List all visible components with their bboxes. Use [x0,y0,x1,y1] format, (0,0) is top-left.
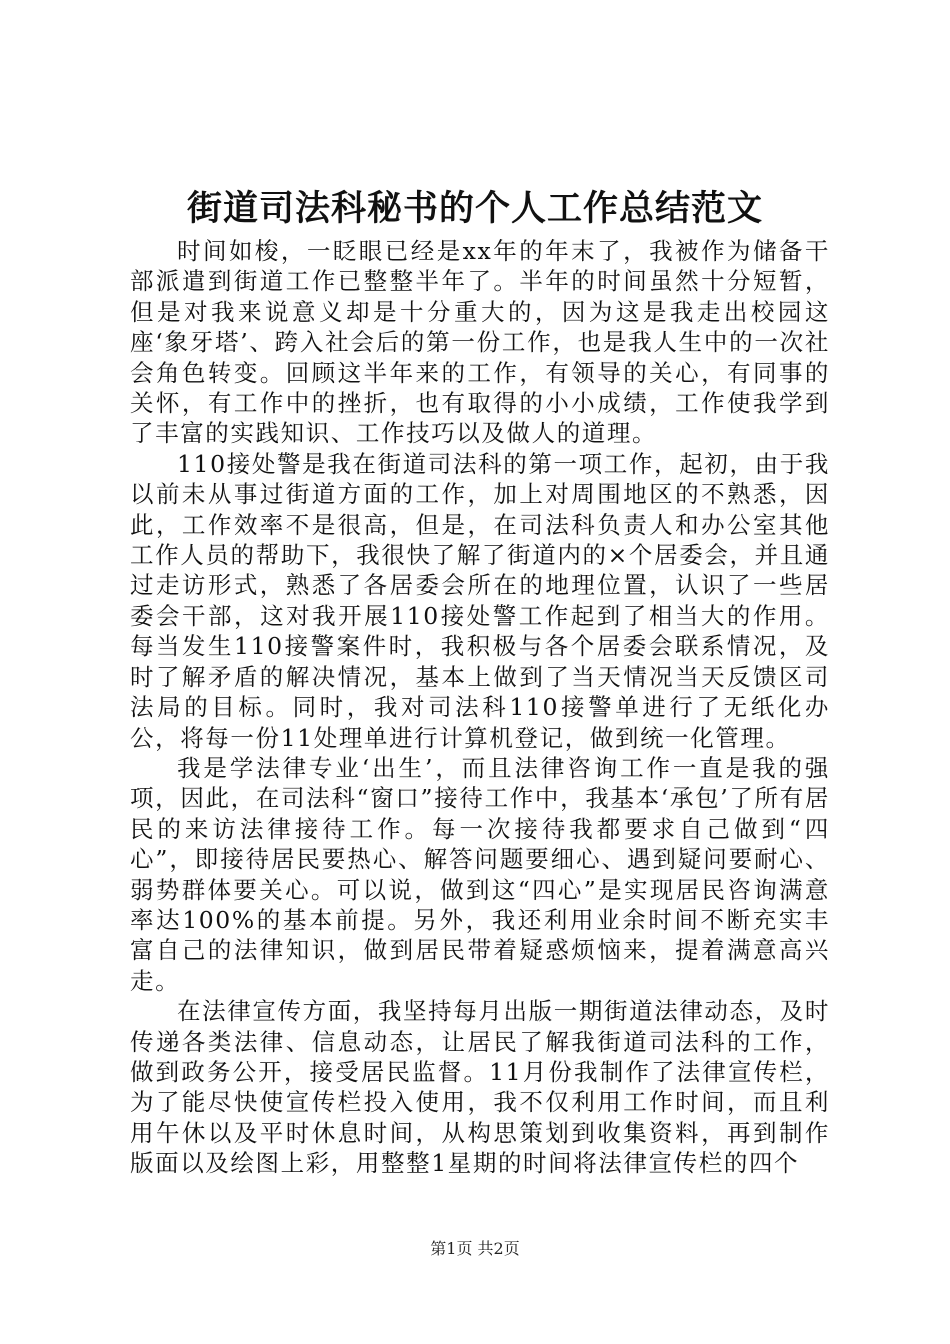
paragraph-2: 110接处警是我在街道司法科的第一项工作，起初，由于我以前未从事过街道方面的工作，加上对周围地区的不熟悉，因此，工作效率不是很高，但是，在司法科负责人和办公室其他工作人员的帮助下，我很快了解了街道内的×个居委会，并且通过走访形式，熟悉了各居委会所在的地理位置，认识了一些居委会干部，这对我开展110接处警工作起到了相当大的作用。每当发生110接警案件时，我积极与各个居委会联系情况，及时了解矛盾的解决情况，基本上做到了当天情况当天反馈区司法局的目标。同时，我对司法科110接警单进行了无纸化办公，将每一份11处理单进行计算机登记，做到统一化管理。 [130,449,830,752]
paragraph-3: 我是学法律专业‘出生’，而且法律咨询工作一直是我的强项，因此，在司法科“窗口”接待工作中，我基本‘承包’了所有居民的来访法律接待工作。每一次接待我都要求自己做到“四心”，即接待居民要热心、解答问题要细心、遇到疑问要耐心、弱势群体要关心。可以说，做到这“四心”是实现居民咨询满意率达100%的基本前提。另外，我还利用业余时间不断充实丰富自己的法律知识，做到居民带着疑惑烦恼来，提着满意高兴走。 [130,753,830,995]
document-body [130,236,830,1179]
page-number-footer: 第1页 共2页 [430,1239,520,1258]
document-title: 街道司法科秘书的个人工作总结范文 [186,188,763,229]
paragraph-4: 在法律宣传方面，我坚持每月出版一期街道法律动态，及时传递各类法律、信息动态，让居民了解我街道司法科的工作，做到政务公开，接受居民监督。11月份我制作了法律宣传栏，为了能尽快使宣传栏投入使用，我不仅利用工作时间，而且利用午休以及平时休息时间，从构思策划到收集资料，再到制作版面以及绘图上彩，用整整1星期的时间将法律宣传栏的四个 [130,997,830,1178]
paragraph-1: 时间如梭，一眨眼已经是xx年的年末了，我被作为储备干部派遣到街道工作已整整半年了。半年的时间虽然十分短暂，但是对我来说意义却是十分重大的，因为这是我走出校园这座‘象牙塔’、跨入社会后的第一份工作，也是我人生中的一次社会角色转变。回顾这半年来的工作，有领导的关心，有同事的关怀，有工作中的挫折，也有取得的小小成绩，工作使我学到了丰富的实践知识、工作技巧以及做人的道理。 [130,237,830,448]
